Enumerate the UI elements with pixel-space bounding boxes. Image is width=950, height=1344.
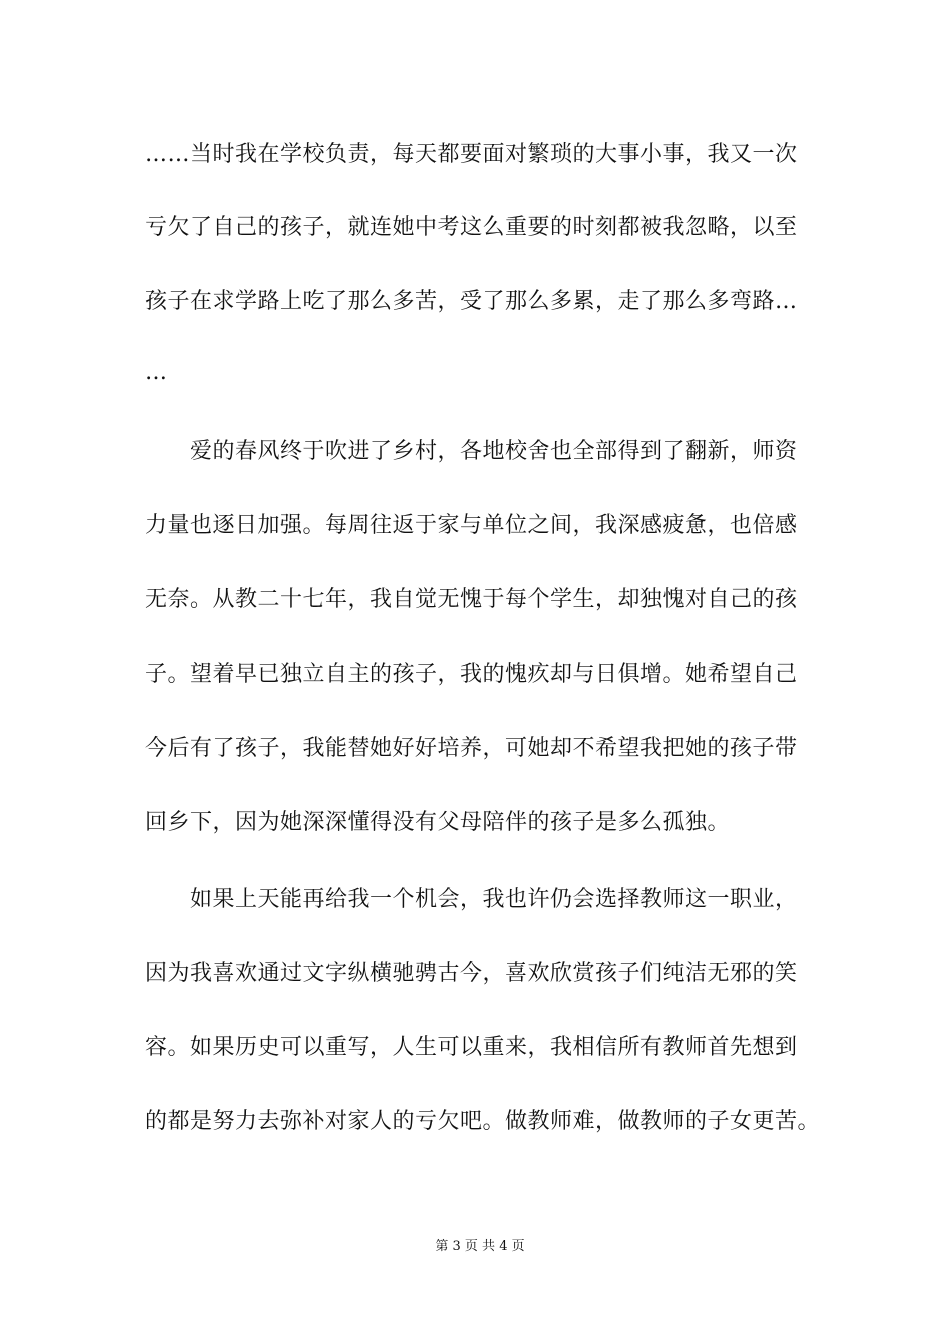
page-footer <box>0 1238 950 1256</box>
text-line: 容。如果历史可以重写，人生可以重来，我相信所有教师首先想到 <box>145 1035 798 1060</box>
text-line: 孩子在求学路上吃了那么多苦，受了那么多累，走了那么多弯路… <box>145 289 798 314</box>
text-line: 亏欠了自己的孩子，就连她中考这么重要的时刻都被我忽略，以至 <box>145 215 798 240</box>
text-line: 回乡下，因为她深深懂得没有父母陪伴的孩子是多么孤独。 <box>145 810 731 835</box>
text-line: 的都是努力去弥补对家人的亏欠吧。做教师难，做教师的子女更苦。 <box>145 1109 821 1134</box>
text-line: 今后有了孩子，我能替她好好培养，可她却不希望我把她的孩子带 <box>145 736 798 761</box>
text-line: … <box>145 360 168 385</box>
paragraph-first-line: 如果上天能再给我一个机会，我也许仍会选择教师这一职业， <box>190 887 798 912</box>
page-number: 第 3 页 共 4 页 <box>435 1239 525 1254</box>
text-line: ……当时我在学校负责，每天都要面对繁琐的大事小事，我又一次 <box>145 142 798 167</box>
text-line: 无奈。从教二十七年，我自觉无愧于每个学生，却独愧对自己的孩 <box>145 587 798 612</box>
text-line: 力量也逐日加强。每周往返于家与单位之间，我深感疲惫，也倍感 <box>145 513 798 538</box>
text-line: 子。望着早已独立自主的孩子，我的愧疚却与日俱增。她希望自己 <box>145 662 798 687</box>
paragraph-first-line: 爱的春风终于吹进了乡村，各地校舍也全部得到了翻新，师资 <box>190 439 798 464</box>
text-line: 因为我喜欢通过文字纵横驰骋古今，喜欢欣赏孩子们纯洁无邪的笑 <box>145 961 798 986</box>
